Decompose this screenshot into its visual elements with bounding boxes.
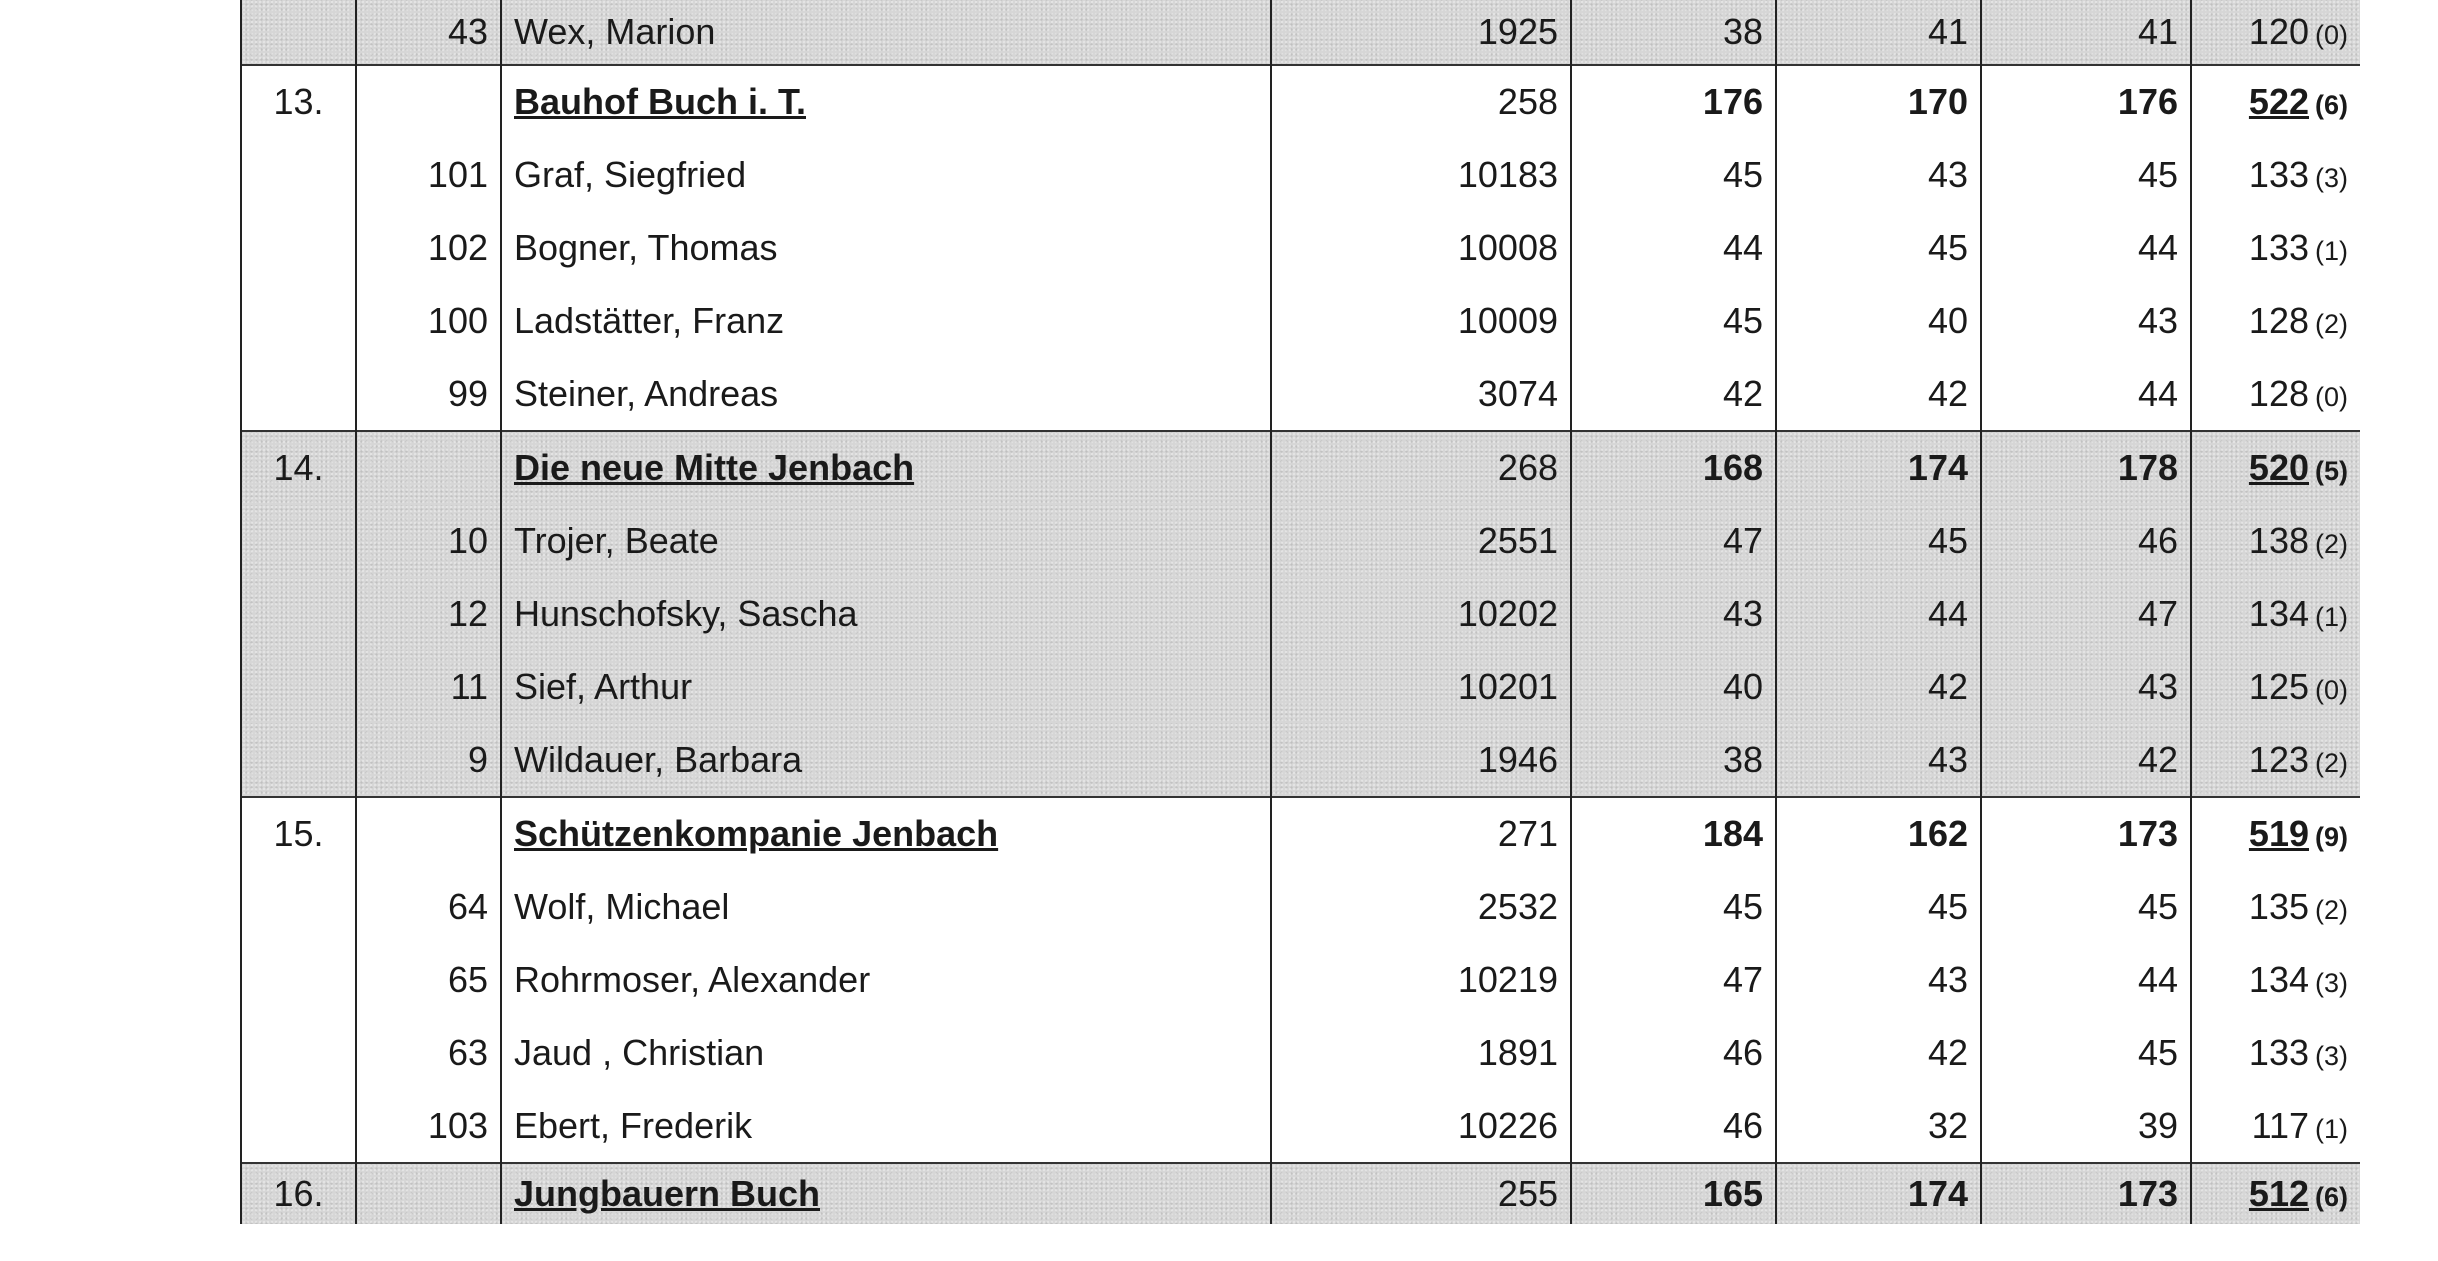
team-name: Bauhof Buch i. T. bbox=[501, 65, 1271, 139]
total-cell bbox=[2191, 139, 2360, 212]
rank-cell: 15. bbox=[241, 797, 356, 871]
total-score: 135 bbox=[2248, 886, 2309, 928]
center-hits-count: (3) bbox=[2315, 967, 2348, 998]
shooter-row bbox=[241, 0, 2360, 65]
team-name: Die neue Mitte Jenbach bbox=[501, 431, 1271, 505]
center-hits-count: (0) bbox=[2315, 381, 2348, 412]
rank-cell bbox=[241, 650, 356, 723]
start-number-cell bbox=[356, 65, 501, 139]
center-hits-count: (1) bbox=[2315, 235, 2348, 266]
shooter-row bbox=[241, 650, 2360, 723]
shooter-name: Wildauer, Barbara bbox=[501, 723, 1271, 797]
center-hits-count: (3) bbox=[2315, 1040, 2348, 1071]
shooter-name: Bogner, Thomas bbox=[501, 212, 1271, 285]
rank-cell bbox=[241, 871, 356, 944]
series-3-score: 43 bbox=[1981, 284, 2191, 357]
shooter-name: Jaud , Christian bbox=[501, 1016, 1271, 1089]
series-2-score: 45 bbox=[1776, 212, 1981, 285]
start-number-cell bbox=[356, 431, 501, 505]
rank-cell: 16. bbox=[241, 1163, 356, 1224]
center-hits-count: (5) bbox=[2315, 456, 2348, 487]
series-2-score: 32 bbox=[1776, 1089, 1981, 1163]
total-cell bbox=[2191, 1089, 2360, 1163]
center-hits-count: (1) bbox=[2315, 601, 2348, 632]
id-number-cell: 3074 bbox=[1271, 357, 1571, 431]
total-cell bbox=[2191, 357, 2360, 431]
shooter-name: Graf, Siegfried bbox=[501, 139, 1271, 212]
series-3-score: 173 bbox=[1981, 1163, 2191, 1224]
results-table bbox=[240, 0, 2360, 1224]
series-1-score: 42 bbox=[1571, 357, 1776, 431]
shooter-row bbox=[241, 139, 2360, 212]
id-number-cell: 10183 bbox=[1271, 139, 1571, 212]
series-2-score: 42 bbox=[1776, 650, 1981, 723]
team-row bbox=[241, 65, 2360, 139]
start-number-cell: 43 bbox=[356, 0, 501, 65]
start-number-cell: 63 bbox=[356, 1016, 501, 1089]
total-cell bbox=[2191, 650, 2360, 723]
center-hits-count: (2) bbox=[2315, 529, 2348, 560]
rank-cell bbox=[241, 944, 356, 1017]
total-score: 134 bbox=[2248, 592, 2309, 634]
id-number-cell: 1946 bbox=[1271, 723, 1571, 797]
shooter-row bbox=[241, 284, 2360, 357]
total-score: 520 bbox=[2248, 447, 2309, 489]
start-number-cell bbox=[356, 797, 501, 871]
start-number-cell: 11 bbox=[356, 650, 501, 723]
total-score: 120 bbox=[2248, 11, 2309, 52]
center-hits-count: (6) bbox=[2315, 90, 2348, 121]
id-number-cell: 268 bbox=[1271, 431, 1571, 505]
total-score: 123 bbox=[2248, 738, 2309, 780]
series-1-score: 47 bbox=[1571, 944, 1776, 1017]
series-1-score: 45 bbox=[1571, 871, 1776, 944]
start-number-cell: 9 bbox=[356, 723, 501, 797]
id-number-cell: 10202 bbox=[1271, 578, 1571, 651]
shooter-row bbox=[241, 871, 2360, 944]
series-2-score: 174 bbox=[1776, 1163, 1981, 1224]
series-1-score: 45 bbox=[1571, 139, 1776, 212]
total-score: 133 bbox=[2248, 154, 2309, 196]
series-2-score: 42 bbox=[1776, 357, 1981, 431]
total-cell bbox=[2191, 578, 2360, 651]
total-cell bbox=[2191, 723, 2360, 797]
shooter-name: Ebert, Frederik bbox=[501, 1089, 1271, 1163]
start-number-cell: 65 bbox=[356, 944, 501, 1017]
series-1-score: 184 bbox=[1571, 797, 1776, 871]
series-1-score: 38 bbox=[1571, 0, 1776, 65]
series-3-score: 45 bbox=[1981, 139, 2191, 212]
series-3-score: 41 bbox=[1981, 0, 2191, 65]
series-3-score: 45 bbox=[1981, 871, 2191, 944]
total-cell bbox=[2191, 431, 2360, 505]
shooter-name: Wex, Marion bbox=[501, 0, 1271, 65]
series-3-score: 178 bbox=[1981, 431, 2191, 505]
start-number-cell: 103 bbox=[356, 1089, 501, 1163]
shooter-row bbox=[241, 944, 2360, 1017]
series-2-score: 44 bbox=[1776, 578, 1981, 651]
team-name: Schützenkompanie Jenbach bbox=[501, 797, 1271, 871]
total-score: 128 bbox=[2248, 372, 2309, 414]
start-number-cell: 101 bbox=[356, 139, 501, 212]
series-3-score: 44 bbox=[1981, 357, 2191, 431]
rank-cell bbox=[241, 139, 356, 212]
total-cell bbox=[2191, 0, 2360, 65]
series-2-score: 43 bbox=[1776, 723, 1981, 797]
rank-cell bbox=[241, 578, 356, 651]
team-row bbox=[241, 1163, 2360, 1224]
rank-cell bbox=[241, 284, 356, 357]
total-cell bbox=[2191, 944, 2360, 1017]
rank-cell bbox=[241, 0, 356, 65]
start-number-cell: 12 bbox=[356, 578, 501, 651]
total-score: 128 bbox=[2248, 299, 2309, 341]
series-3-score: 44 bbox=[1981, 944, 2191, 1017]
shooter-name: Hunschofsky, Sascha bbox=[501, 578, 1271, 651]
shooter-row bbox=[241, 505, 2360, 578]
series-3-score: 173 bbox=[1981, 797, 2191, 871]
total-cell bbox=[2191, 871, 2360, 944]
id-number-cell: 10008 bbox=[1271, 212, 1571, 285]
series-1-score: 46 bbox=[1571, 1016, 1776, 1089]
center-hits-count: (2) bbox=[2315, 747, 2348, 778]
start-number-cell: 10 bbox=[356, 505, 501, 578]
shooter-name: Wolf, Michael bbox=[501, 871, 1271, 944]
team-row bbox=[241, 431, 2360, 505]
rank-cell bbox=[241, 723, 356, 797]
total-cell bbox=[2191, 797, 2360, 871]
rank-cell bbox=[241, 1089, 356, 1163]
id-number-cell: 1925 bbox=[1271, 0, 1571, 65]
rank-cell bbox=[241, 212, 356, 285]
shooter-row bbox=[241, 723, 2360, 797]
rank-cell bbox=[241, 357, 356, 431]
id-number-cell: 2551 bbox=[1271, 505, 1571, 578]
start-number-cell: 64 bbox=[356, 871, 501, 944]
rank-cell: 13. bbox=[241, 65, 356, 139]
start-number-cell bbox=[356, 1163, 501, 1224]
series-3-score: 45 bbox=[1981, 1016, 2191, 1089]
series-1-score: 176 bbox=[1571, 65, 1776, 139]
shooter-row bbox=[241, 1089, 2360, 1163]
series-1-score: 40 bbox=[1571, 650, 1776, 723]
results-sheet bbox=[240, 0, 2360, 1261]
total-score: 133 bbox=[2248, 226, 2309, 268]
series-1-score: 165 bbox=[1571, 1163, 1776, 1224]
total-score: 519 bbox=[2248, 813, 2309, 855]
id-number-cell: 255 bbox=[1271, 1163, 1571, 1224]
total-cell bbox=[2191, 505, 2360, 578]
total-cell bbox=[2191, 1163, 2360, 1224]
total-cell bbox=[2191, 1016, 2360, 1089]
series-1-score: 46 bbox=[1571, 1089, 1776, 1163]
series-2-score: 162 bbox=[1776, 797, 1981, 871]
id-number-cell: 10219 bbox=[1271, 944, 1571, 1017]
series-1-score: 38 bbox=[1571, 723, 1776, 797]
shooter-name: Sief, Arthur bbox=[501, 650, 1271, 723]
series-2-score: 40 bbox=[1776, 284, 1981, 357]
total-score: 138 bbox=[2248, 520, 2309, 562]
id-number-cell: 10201 bbox=[1271, 650, 1571, 723]
shooter-row bbox=[241, 212, 2360, 285]
total-cell bbox=[2191, 65, 2360, 139]
series-1-score: 44 bbox=[1571, 212, 1776, 285]
center-hits-count: (0) bbox=[2315, 674, 2348, 705]
shooter-name: Rohrmoser, Alexander bbox=[501, 944, 1271, 1017]
shooter-name: Trojer, Beate bbox=[501, 505, 1271, 578]
shooter-name: Ladstätter, Franz bbox=[501, 284, 1271, 357]
id-number-cell: 2532 bbox=[1271, 871, 1571, 944]
series-1-score: 43 bbox=[1571, 578, 1776, 651]
total-score: 125 bbox=[2248, 665, 2309, 707]
start-number-cell: 100 bbox=[356, 284, 501, 357]
center-hits-count: (3) bbox=[2315, 163, 2348, 194]
id-number-cell: 271 bbox=[1271, 797, 1571, 871]
total-score: 133 bbox=[2248, 1031, 2309, 1073]
series-3-score: 44 bbox=[1981, 212, 2191, 285]
id-number-cell: 258 bbox=[1271, 65, 1571, 139]
series-2-score: 45 bbox=[1776, 871, 1981, 944]
series-2-score: 41 bbox=[1776, 0, 1981, 65]
series-1-score: 47 bbox=[1571, 505, 1776, 578]
rank-cell: 14. bbox=[241, 431, 356, 505]
series-2-score: 170 bbox=[1776, 65, 1981, 139]
series-1-score: 168 bbox=[1571, 431, 1776, 505]
shooter-row bbox=[241, 357, 2360, 431]
total-cell bbox=[2191, 212, 2360, 285]
center-hits-count: (0) bbox=[2315, 20, 2348, 50]
series-2-score: 43 bbox=[1776, 139, 1981, 212]
center-hits-count: (2) bbox=[2315, 308, 2348, 339]
series-3-score: 43 bbox=[1981, 650, 2191, 723]
center-hits-count: (6) bbox=[2315, 1181, 2348, 1212]
start-number-cell: 99 bbox=[356, 357, 501, 431]
id-number-cell: 10009 bbox=[1271, 284, 1571, 357]
results-table-body bbox=[241, 0, 2360, 1224]
center-hits-count: (1) bbox=[2315, 1113, 2348, 1144]
series-2-score: 42 bbox=[1776, 1016, 1981, 1089]
team-name: Jungbauern Buch bbox=[501, 1163, 1271, 1224]
series-3-score: 39 bbox=[1981, 1089, 2191, 1163]
shooter-row bbox=[241, 578, 2360, 651]
total-score: 117 bbox=[2251, 1104, 2309, 1146]
rank-cell bbox=[241, 1016, 356, 1089]
series-3-score: 176 bbox=[1981, 65, 2191, 139]
total-score: 522 bbox=[2248, 81, 2309, 123]
series-2-score: 174 bbox=[1776, 431, 1981, 505]
center-hits-count: (2) bbox=[2315, 895, 2348, 926]
shooter-name: Steiner, Andreas bbox=[501, 357, 1271, 431]
center-hits-count: (9) bbox=[2315, 822, 2348, 853]
total-score: 512 bbox=[2248, 1172, 2309, 1214]
total-cell bbox=[2191, 284, 2360, 357]
rank-cell bbox=[241, 505, 356, 578]
id-number-cell: 10226 bbox=[1271, 1089, 1571, 1163]
id-number-cell: 1891 bbox=[1271, 1016, 1571, 1089]
start-number-cell: 102 bbox=[356, 212, 501, 285]
series-3-score: 42 bbox=[1981, 723, 2191, 797]
series-2-score: 43 bbox=[1776, 944, 1981, 1017]
series-3-score: 46 bbox=[1981, 505, 2191, 578]
series-1-score: 45 bbox=[1571, 284, 1776, 357]
shooter-row bbox=[241, 1016, 2360, 1089]
series-3-score: 47 bbox=[1981, 578, 2191, 651]
team-row bbox=[241, 797, 2360, 871]
total-score: 134 bbox=[2248, 958, 2309, 1000]
series-2-score: 45 bbox=[1776, 505, 1981, 578]
